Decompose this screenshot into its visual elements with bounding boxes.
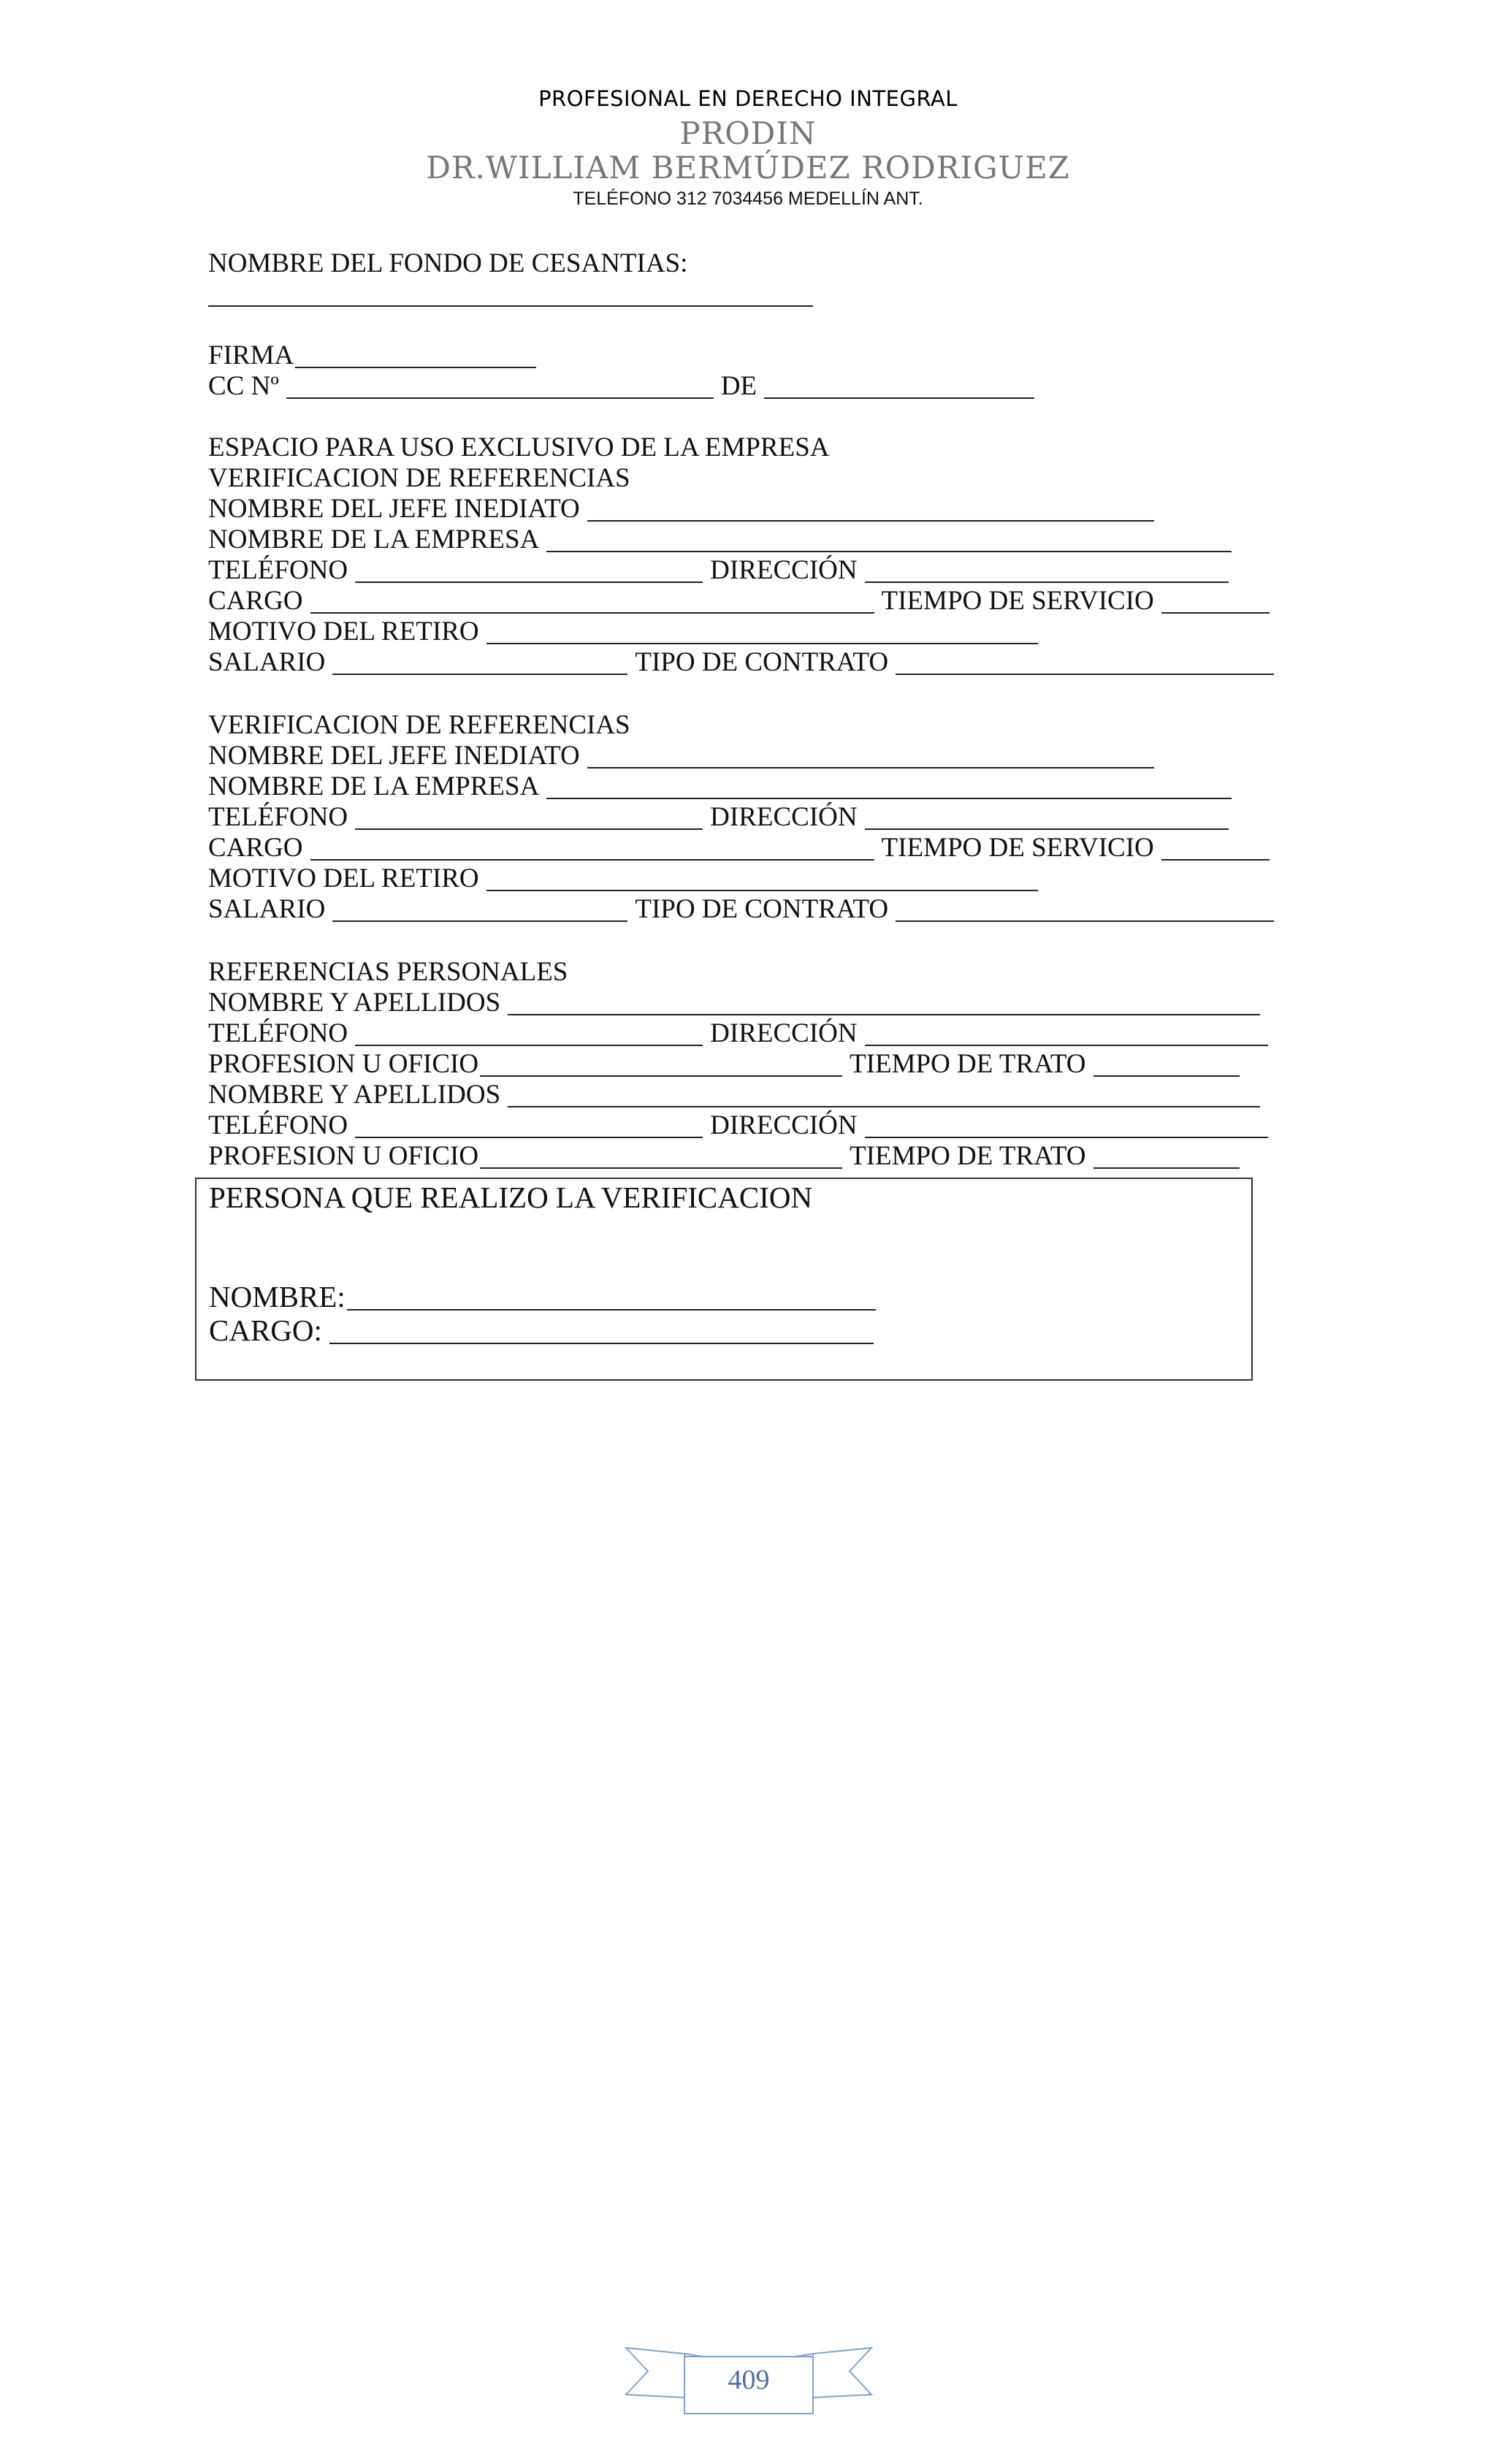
verif1-tipo-contrato-field[interactable] [896, 652, 1274, 675]
direccion-label: DIRECCIÓN [710, 1018, 858, 1048]
ref2-tiempo-trato-field[interactable] [1094, 1145, 1240, 1169]
verif1-telefono-row [208, 555, 1236, 586]
header-contact: TELÉFONO 312 7034456 MEDELLÍN ANT. [573, 188, 923, 209]
verif1-jefe-row [208, 494, 1161, 525]
fondo-label: NOMBRE DEL FONDO DE CESANTIAS: [208, 248, 688, 278]
verifier-nombre-label: NOMBRE: [209, 1280, 346, 1313]
profesion-label: PROFESION U OFICIO [208, 1141, 479, 1171]
verif2-salario-row [208, 894, 1274, 925]
profesion-label: PROFESION U OFICIO [208, 1049, 479, 1079]
verif2-salario-field[interactable] [332, 899, 627, 922]
firma-label: FIRMA [208, 340, 294, 370]
verif2-empresa-field[interactable] [546, 776, 1232, 799]
motivo-label: MOTIVO DEL RETIRO [208, 863, 479, 893]
ref2-nombre-field[interactable] [508, 1084, 1260, 1107]
nombre-apellidos-label: NOMBRE Y APELLIDOS [208, 1080, 501, 1110]
verif2-motivo-field[interactable] [486, 868, 1038, 891]
verifier-title-row [209, 1180, 812, 1214]
tipo-contrato-label: TIPO DE CONTRATO [635, 894, 889, 924]
verif1-empresa-field[interactable] [546, 529, 1232, 552]
verif2-telefono-field[interactable] [355, 806, 703, 830]
firma-row [208, 340, 543, 371]
verif1-motivo-row [208, 617, 1045, 647]
ref1-telefono-row [208, 1018, 1268, 1049]
ref2-profesion-row [208, 1141, 1247, 1172]
verif2-tipo-contrato-field[interactable] [896, 899, 1274, 922]
verifier-cargo-label: CARGO: [209, 1313, 322, 1347]
telefono-label: TELÉFONO [208, 1110, 348, 1140]
verif1-title: VERIFICACION DE REFERENCIAS [208, 463, 630, 493]
ref1-profesion-field[interactable] [480, 1053, 842, 1077]
jefe-label: NOMBRE DEL JEFE INEDIATO [208, 741, 580, 771]
header-lawyer-name: DR.WILLIAM BERMÚDEZ RODRIGUEZ [426, 150, 1070, 186]
verif2-jefe-row [208, 741, 1161, 771]
direccion-label: DIRECCIÓN [710, 802, 858, 832]
verif1-empresa-row [208, 525, 1239, 555]
ref2-telefono-field[interactable] [355, 1115, 703, 1138]
ref2-nombre-row [208, 1080, 1267, 1110]
verif2-tiempo-field[interactable] [1161, 837, 1270, 861]
fondo-field-row [208, 279, 820, 310]
verif1-cargo-field[interactable] [310, 590, 874, 614]
telefono-label: TELÉFONO [208, 802, 348, 832]
ref1-tiempo-trato-field[interactable] [1094, 1053, 1240, 1077]
verif1-jefe-field[interactable] [587, 498, 1154, 522]
salario-label: SALARIO [208, 647, 326, 677]
fondo-field[interactable] [208, 283, 813, 307]
verif2-empresa-row [208, 771, 1239, 802]
verif2-direccion-field[interactable] [865, 806, 1229, 830]
verifier-cargo-field[interactable] [329, 1321, 874, 1344]
page-number-ribbon [625, 2343, 873, 2417]
tiempo-trato-label: TIEMPO DE TRATO [850, 1049, 1086, 1079]
verif2-title: VERIFICACION DE REFERENCIAS [208, 710, 630, 740]
ref1-telefono-field[interactable] [355, 1023, 703, 1046]
verifier-box [195, 1178, 1253, 1381]
tiempo-servicio-label: TIEMPO DE SERVICIO [881, 833, 1154, 863]
telefono-label: TELÉFONO [208, 1018, 348, 1048]
ref1-nombre-row [208, 988, 1267, 1018]
verif2-cargo-field[interactable] [310, 837, 874, 861]
verif2-title-row [208, 710, 630, 741]
verif2-motivo-row [208, 863, 1045, 894]
de-label: DE [720, 371, 757, 401]
verifier-cargo-row [209, 1313, 881, 1347]
header-firm-type: PROFESIONAL EN DERECHO INTEGRAL [538, 86, 958, 111]
verif1-salario-row [208, 647, 1274, 678]
ref2-direccion-field[interactable] [865, 1115, 1268, 1138]
verif2-jefe-field[interactable] [587, 745, 1154, 768]
cargo-label: CARGO [208, 586, 303, 616]
verif2-cargo-row [208, 833, 1270, 863]
direccion-label: DIRECCIÓN [710, 555, 858, 585]
verif1-cargo-row [208, 586, 1270, 617]
verif1-telefono-field[interactable] [355, 560, 703, 583]
verifier-nombre-field[interactable] [347, 1287, 876, 1311]
jefe-label: NOMBRE DEL JEFE INEDIATO [208, 494, 580, 524]
verif1-motivo-field[interactable] [486, 621, 1038, 644]
ref2-telefono-row [208, 1110, 1268, 1141]
telefono-label: TELÉFONO [208, 555, 348, 585]
empresa-section-title: ESPACIO PARA USO EXCLUSIVO DE LA EMPRESA [208, 432, 830, 462]
verif1-salario-field[interactable] [332, 652, 627, 675]
header-firm-name: PRODIN [679, 115, 817, 151]
cargo-label: CARGO [208, 833, 303, 863]
direccion-label: DIRECCIÓN [710, 1110, 858, 1140]
empresa-label: NOMBRE DE LA EMPRESA [208, 525, 540, 554]
verifier-nombre-row [209, 1280, 883, 1313]
verif1-title-row [208, 463, 630, 494]
ref1-profesion-row [208, 1049, 1247, 1080]
personales-title-row [208, 957, 568, 988]
nombre-apellidos-label: NOMBRE Y APELLIDOS [208, 988, 501, 1018]
tipo-contrato-label: TIPO DE CONTRATO [635, 647, 889, 677]
salario-label: SALARIO [208, 894, 326, 924]
verif1-tiempo-field[interactable] [1161, 590, 1270, 614]
personales-title: REFERENCIAS PERSONALES [208, 957, 568, 987]
de-field[interactable] [764, 375, 1034, 399]
empresa-title-row [208, 432, 830, 463]
tiempo-servicio-label: TIEMPO DE SERVICIO [881, 586, 1154, 616]
empresa-label: NOMBRE DE LA EMPRESA [208, 771, 540, 801]
motivo-label: MOTIVO DEL RETIRO [208, 617, 479, 646]
ref1-nombre-field[interactable] [508, 992, 1260, 1015]
firma-field[interactable] [295, 345, 536, 368]
verifier-title: PERSONA QUE REALIZO LA VERIFICACION [209, 1180, 813, 1214]
tiempo-trato-label: TIEMPO DE TRATO [850, 1141, 1086, 1171]
verif1-direccion-field[interactable] [865, 560, 1229, 583]
cc-label: CC Nº [208, 371, 279, 401]
cc-field[interactable] [286, 375, 714, 399]
ref1-direccion-field[interactable] [865, 1023, 1268, 1046]
cc-row [208, 371, 1042, 402]
verif2-telefono-row [208, 802, 1236, 833]
page-number: 409 [728, 2365, 770, 2395]
fondo-label-row [208, 248, 687, 279]
ref2-profesion-field[interactable] [480, 1145, 842, 1169]
